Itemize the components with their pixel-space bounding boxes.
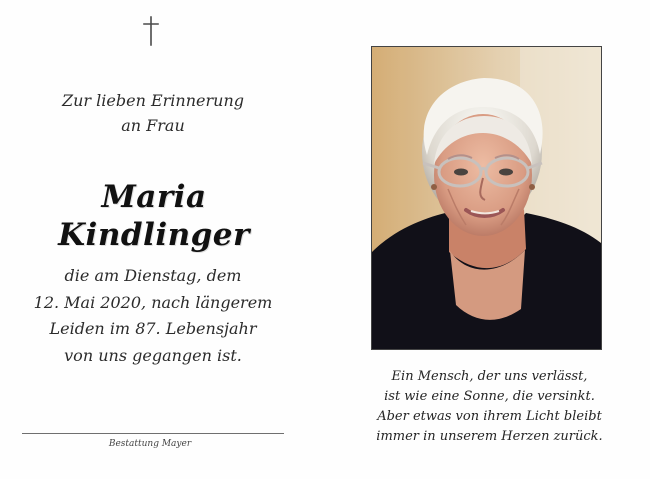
- bottom-divider: [22, 433, 284, 434]
- portrait-photo: [371, 46, 602, 350]
- death-details: [18, 263, 288, 369]
- death-detail-line: die am Dienstag, dem: [64, 266, 242, 285]
- funeral-home-name: Bestattung Mayer: [108, 439, 192, 449]
- death-detail-line: 12. Mai 2020, nach längerem: [33, 292, 273, 312]
- death-detail-line: Leiden im 87. Lebensjahr: [49, 319, 257, 338]
- death-detail-line: von uns gegangen ist.: [64, 345, 242, 365]
- poem-line: ist wie eine Sonne, die versinkt.: [384, 389, 595, 404]
- poem-line: Aber etwas von ihrem Licht bleibt: [377, 409, 602, 424]
- memorial-poem: [352, 367, 627, 447]
- poem-line: immer in unserem Herzen zurück.: [376, 429, 603, 444]
- deceased-name: Maria Kindlinger: [58, 179, 250, 253]
- memorial-text-panel: [0, 0, 320, 479]
- remembrance-intro: [28, 88, 278, 138]
- intro-line: an Frau: [121, 116, 185, 135]
- portrait-illustration: [372, 47, 601, 349]
- poem-line: Ein Mensch, der uns verlässt,: [391, 369, 588, 384]
- latin-cross-icon: [142, 16, 160, 46]
- intro-line: Zur lieben Erinnerung: [62, 91, 244, 110]
